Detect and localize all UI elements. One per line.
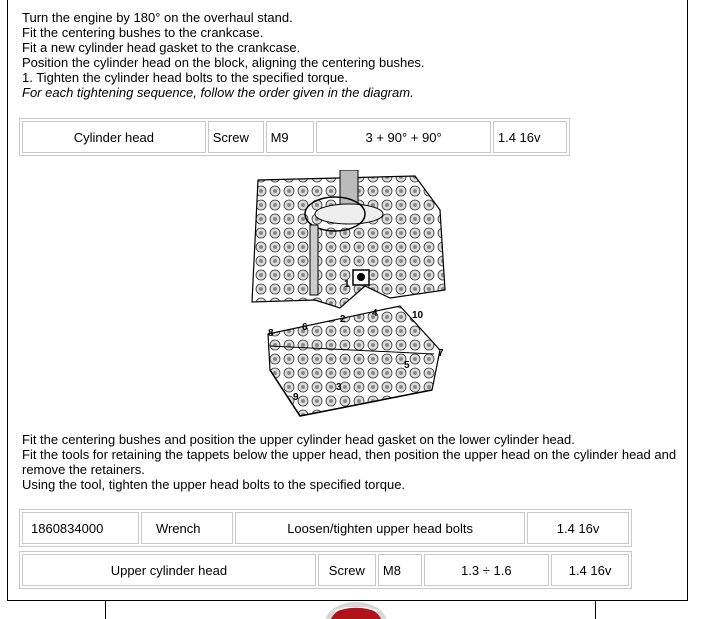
callout-1: 1 xyxy=(344,279,350,290)
instruction-line: 1. Tighten the cylinder head bolts to the specified torque. xyxy=(22,70,348,85)
instruction-note: For each tightening sequence, follow the order given in the diagram. xyxy=(22,85,414,100)
size-cell: M9 xyxy=(266,121,315,153)
callout-10: 10 xyxy=(412,310,424,321)
tool-name-cell: Wrench xyxy=(141,512,233,544)
part-cell: Upper cylinder head xyxy=(22,554,316,586)
instruction-line: Position the cylinder head on the block, aligning the centering bushes. xyxy=(22,55,425,70)
instruction-line: Fit the centering bushes to the crankcase. xyxy=(22,25,264,40)
table-row xyxy=(22,121,567,153)
footer-cell-divider xyxy=(105,601,106,619)
instruction-line: Fit the tools for retaining the tappets below the upper head, then position the upper head on the cylinder head and remove the retainers. xyxy=(22,447,677,477)
brand-logo xyxy=(323,601,389,619)
size-cell: M8 xyxy=(378,554,422,586)
cylinder-head-tightening-diagram xyxy=(240,170,450,420)
fastener-cell: Screw xyxy=(208,121,264,153)
instruction-line: Using the tool, tighten the upper head bolts to the specified torque. xyxy=(22,477,406,492)
tool-table xyxy=(19,509,632,547)
callout-8: 8 xyxy=(268,328,274,339)
callout-9: 9 xyxy=(293,392,299,403)
tool-code-cell: 1860834000 xyxy=(22,512,139,544)
callout-2: 2 xyxy=(340,314,346,325)
upper-head-torque-table xyxy=(19,551,632,589)
tool-description-cell: Loosen/tighten upper head bolts xyxy=(235,512,525,544)
callout-3: 3 xyxy=(336,382,342,393)
callout-7: 7 xyxy=(438,348,444,359)
torque-cell: 3 + 90° + 90° xyxy=(316,121,491,153)
torque-cell: 1.3 ÷ 1.6 xyxy=(424,554,550,586)
part-cell: Cylinder head xyxy=(22,121,206,153)
intro-instructions xyxy=(22,10,425,100)
engine-cell: 1.4 16v xyxy=(493,121,567,153)
diagram-illustration xyxy=(240,170,450,420)
table-row xyxy=(22,512,629,544)
callout-5: 5 xyxy=(404,360,410,371)
table-row xyxy=(22,554,629,586)
cylinder-head-torque-table xyxy=(19,118,570,156)
instruction-line: Fit the centering bushes and position the upper cylinder head gasket on the lower cylinder head. xyxy=(22,432,575,447)
fastener-cell: Screw xyxy=(318,554,376,586)
callout-4: 4 xyxy=(372,308,378,319)
instruction-line: Turn the engine by 180° on the overhaul stand. xyxy=(22,10,293,25)
engine-cell: 1.4 16v xyxy=(527,512,629,544)
callout-6: 6 xyxy=(302,322,308,333)
upper-head-instructions xyxy=(22,432,682,492)
engine-cell: 1.4 16v xyxy=(551,554,629,586)
footer-cell-divider xyxy=(595,601,596,619)
instruction-line: Fit a new cylinder head gasket to the crankcase. xyxy=(22,40,301,55)
